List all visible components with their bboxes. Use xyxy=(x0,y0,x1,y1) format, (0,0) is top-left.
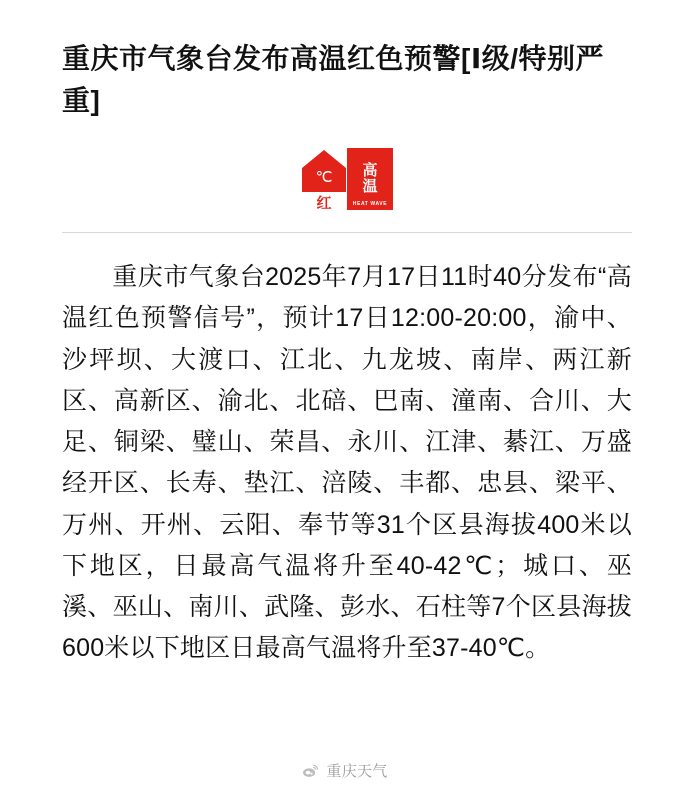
divider xyxy=(62,232,632,233)
footer xyxy=(0,760,690,781)
weibo-icon xyxy=(302,762,319,779)
badge-text-section xyxy=(347,148,393,210)
svg-text:红: 红 xyxy=(316,195,332,210)
page-title: 重庆市气象台发布高温红色预警[Ⅰ级/特别严重] xyxy=(62,43,605,116)
heat-wave-badge-graphic xyxy=(301,148,393,210)
footer-account-name[interactable]: 重庆天气 xyxy=(326,763,388,780)
badge-english-label: HEAT WAVE xyxy=(352,201,388,207)
warning-badge xyxy=(62,148,632,210)
svg-text:℃: ℃ xyxy=(315,169,333,186)
house-icon xyxy=(301,148,347,210)
badge-house-section xyxy=(301,148,347,210)
body-paragraph xyxy=(62,257,632,670)
body-text-content: 重庆市气象台2025年7月17日11时40分发布“高温红色预警信号”，预计17日12:00-20:00，渝中、沙坪坝、大渡口、江北、九龙坡、南岸、两江新区、高新区、渝北、北碚、巴南、潼南、合川、大足、铜梁、璧山、荣昌、永川、江津、綦江、万盛经开区、长寿、垫江、涪陵、丰都、忠县、梁平、万州、开州、云阳、奉节等31个区县海拔400米以下地区，日最高气温将升至40-42℃；城口、巫溪、巫山、南川、武隆、彭水、石柱等7个区县海拔600米以下地区日最高气温将升至37-40℃。 xyxy=(62,263,632,663)
badge-wen-char: 温 xyxy=(362,178,378,195)
badge-gao-char: 高 xyxy=(362,162,378,179)
